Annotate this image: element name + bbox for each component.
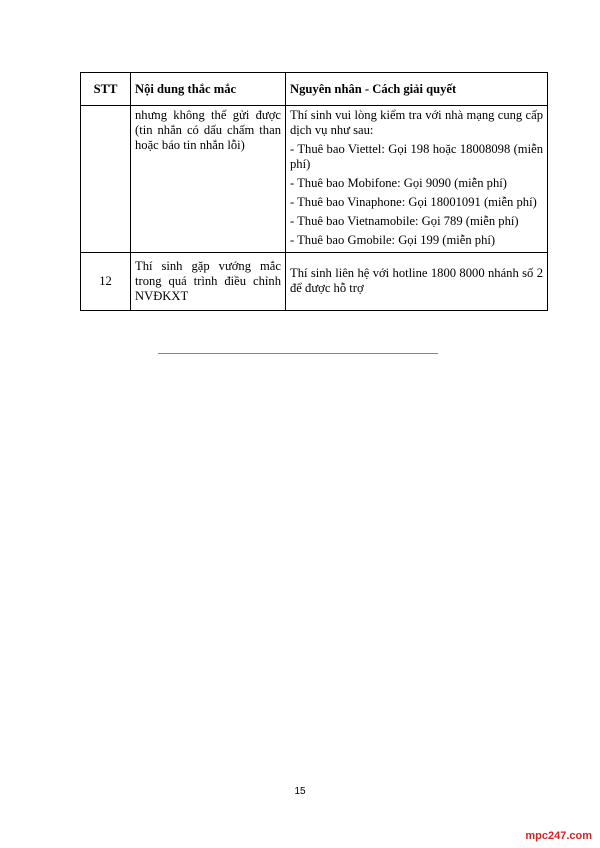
answer-line: Thí sinh liên hệ với hotline 1800 8000 nhánh số 2 để được hỗ trợ xyxy=(290,265,543,295)
answer-line: - Thuê bao Gmobile: Gọi 199 (miễn phí) xyxy=(290,233,496,247)
answer-line: - Thuê bao Vietnamobile: Gọi 789 (miễn phí) xyxy=(290,214,519,228)
faq-table xyxy=(80,72,548,311)
table-row xyxy=(81,253,548,311)
answer-line: - Thuê bao Mobifone: Gọi 9090 (miễn phí) xyxy=(290,176,507,190)
answer-line: - Thuê bao Vinaphone: Gọi 18001091 (miễn phí) xyxy=(290,195,537,209)
question-cell: Thí sinh gặp vướng mắc trong quá trình điều chỉnh NVĐKXT xyxy=(131,253,286,311)
page-number: 15 xyxy=(294,786,306,797)
section-divider xyxy=(158,353,438,354)
answer-line: - Thuê bao Viettel: Gọi 198 hoặc 18008098 (miễn phí) xyxy=(290,142,543,171)
header-stt: STT xyxy=(81,73,131,106)
answer-line: Thí sinh vui lòng kiểm tra với nhà mạng cung cấp dịch vụ như sau: xyxy=(290,108,543,137)
header-question: Nội dung thắc mắc xyxy=(131,73,286,106)
question-cell: nhưng không thể gửi được (tin nhắn có dấu chấm than hoặc báo tin nhắn lỗi) xyxy=(131,106,286,253)
table-header-row xyxy=(81,73,548,106)
table-row xyxy=(81,106,548,253)
answer-cell xyxy=(286,253,548,311)
header-answer: Nguyên nhân - Cách giải quyết xyxy=(286,73,548,106)
answer-cell xyxy=(286,106,548,253)
stt-cell: 12 xyxy=(81,253,131,311)
stt-cell xyxy=(81,106,131,253)
watermark: mpc247.com xyxy=(525,830,592,842)
